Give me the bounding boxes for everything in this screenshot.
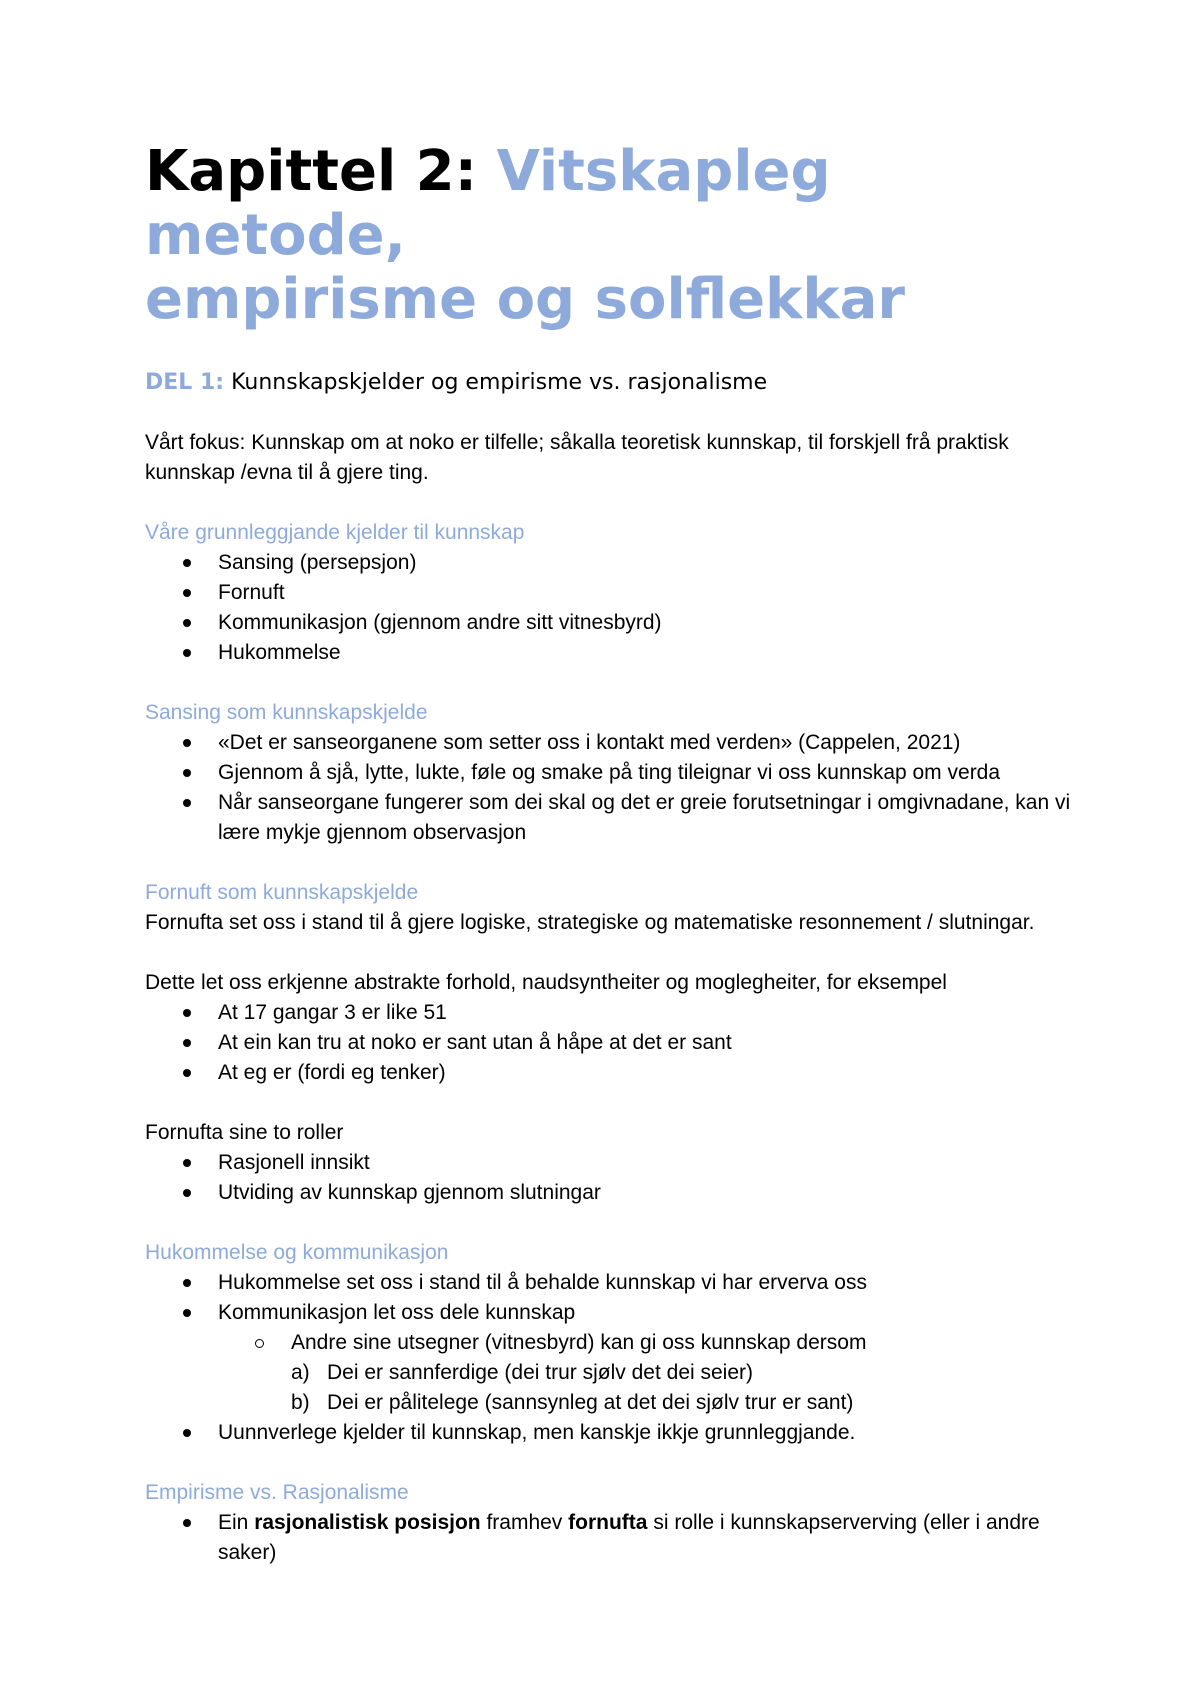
text-run: framhev (486, 1511, 563, 1534)
list-item (145, 608, 1075, 638)
list-item-text: Utviding av kunnskap gjennom slutningar (218, 1181, 601, 1204)
sources-list (145, 548, 1075, 668)
bold-term: fornufta (568, 1511, 648, 1534)
list-item-text: «Det er sanseorganene som setter oss i kontakt med verden» (Cappelen, 2021) (218, 731, 961, 754)
list-item (145, 758, 1075, 788)
list-item (145, 1178, 1075, 1208)
reason-heading: Fornuft som kunnskapskjelde (145, 881, 419, 904)
list-item-text: At ein kan tru at noko er sant utan å håpe at det er sant (218, 1031, 732, 1054)
sublist-item (145, 1328, 1075, 1418)
bullet-icon (183, 799, 191, 807)
list-item-text: Kommunikasjon let oss dele kunnskap (218, 1301, 576, 1324)
list-item (145, 1508, 1075, 1568)
bullet-icon (183, 1189, 191, 1197)
reason-roles-intro: Fornufta sine to roller (145, 1121, 344, 1144)
memory-sublist (218, 1328, 1075, 1418)
part-heading (145, 368, 1075, 398)
list-item-text: Hukommelse (218, 641, 341, 664)
list-item (145, 1298, 1075, 1418)
bullet-icon (183, 1279, 191, 1287)
bullet-icon (183, 1159, 191, 1167)
document-page (145, 140, 1075, 1568)
list-item-text: At eg er (fordi eg tenker) (218, 1061, 446, 1084)
chapter-title-line2: empirisme og solflekkar (145, 267, 906, 332)
empiricism-list (145, 1508, 1075, 1568)
list-item-text: Kommunikasjon (gjennom andre sitt vitnesbyrd) (218, 611, 662, 634)
chapter-title (145, 140, 1075, 332)
circle-bullet-icon (255, 1339, 264, 1348)
bullet-icon (183, 739, 191, 747)
list-item (145, 578, 1075, 608)
list-item (145, 788, 1075, 848)
part-label: DEL 1: (145, 370, 225, 395)
list-item (145, 1058, 1075, 1088)
chapter-title-line1: Vitskapleg metode, (145, 139, 831, 268)
bullet-icon (183, 559, 191, 567)
part-title: Kunnskapskjelder og empirisme vs. rasjonalisme (231, 370, 768, 395)
bullet-icon (183, 769, 191, 777)
bullet-icon (183, 1309, 191, 1317)
list-item-text: Hukommelse set oss i stand til å behalde kunnskap vi har erverva oss (218, 1271, 867, 1294)
list-item-text: Uunnverlege kjelder til kunnskap, men kanskje ikkje grunnleggjande. (218, 1421, 856, 1444)
lettered-list (291, 1358, 1075, 1418)
senses-list (145, 728, 1075, 848)
list-item (145, 548, 1075, 578)
text-run: si rolle i kunnskapserverving (eller i andre saker) (218, 1511, 1040, 1564)
reason-roles-list (145, 1148, 1075, 1208)
list-item (145, 638, 1075, 668)
focus-paragraph: Vårt fokus: Kunnskap om at noko er tilfelle; såkalla teoretisk kunnskap, til forskjell frå praktisk kunnskap /evna til å gjere ting. (145, 431, 1009, 484)
list-item (145, 1418, 1075, 1448)
bullet-icon (183, 589, 191, 597)
list-item-text: Fornuft (218, 581, 285, 604)
chapter-number: Kapittel 2: (145, 139, 478, 204)
memory-heading: Hukommelse og kommunikasjon (145, 1241, 449, 1264)
list-item (145, 1028, 1075, 1058)
letter-marker: a) (291, 1361, 310, 1384)
list-item (145, 728, 1075, 758)
text-run: Ein (218, 1511, 249, 1534)
bullet-icon (183, 1039, 191, 1047)
list-item-text: Når sanseorgane fungerer som dei skal og det er greie forutsetningar i omgivnadane, kan vi lære mykje gjennom observasjon (218, 791, 1071, 844)
reason-examples-list (145, 998, 1075, 1088)
memory-list (145, 1268, 1075, 1448)
senses-heading: Sansing som kunnskapskjelde (145, 701, 428, 724)
bold-term: rasjonalistisk posisjon (254, 1511, 481, 1534)
lettered-item (291, 1358, 1075, 1388)
letter-marker: b) (291, 1391, 310, 1414)
lettered-item (291, 1388, 1075, 1418)
bullet-icon (183, 1009, 191, 1017)
list-item (145, 1148, 1075, 1178)
bullet-icon (183, 1519, 191, 1527)
empiricism-heading: Empirisme vs. Rasjonalisme (145, 1481, 409, 1504)
bullet-icon (183, 649, 191, 657)
sources-heading: Våre grunnleggjande kjelder til kunnskap (145, 521, 525, 544)
list-item-text: Gjennom å sjå, lytte, lukte, føle og smake på ting tileignar vi oss kunnskap om verda (218, 761, 1001, 784)
list-item-text: Sansing (persepsjon) (218, 551, 417, 574)
list-item-text: Rasjonell innsikt (218, 1151, 370, 1174)
sublist-item-text: Andre sine utsegner (vitnesbyrd) kan gi oss kunnskap dersom (291, 1331, 867, 1354)
list-item (145, 998, 1075, 1028)
lettered-item-text: Dei er sannferdige (dei trur sjølv det dei seier) (327, 1361, 754, 1384)
reason-examples-intro: Dette let oss erkjenne abstrakte forhold, naudsyntheiter og moglegheiter, for eksempel (145, 971, 947, 994)
list-item (145, 1268, 1075, 1298)
lettered-item-text: Dei er pålitelege (sannsynleg at det dei sjølv trur er sant) (327, 1391, 854, 1414)
bullet-icon (183, 619, 191, 627)
bullet-icon (183, 1069, 191, 1077)
list-item-text: At 17 gangar 3 er like 51 (218, 1001, 447, 1024)
reason-intro: Fornufta set oss i stand til å gjere logiske, strategiske og matematiske resonnement / slutningar. (145, 911, 1035, 934)
bullet-icon (183, 1429, 191, 1437)
